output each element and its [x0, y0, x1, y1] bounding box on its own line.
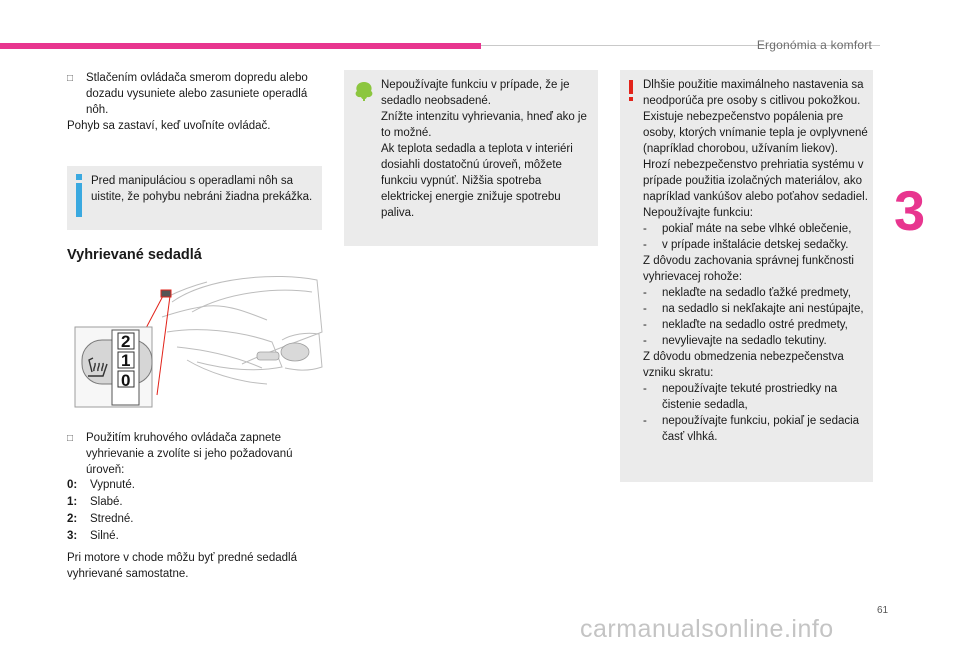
header-accent-bar — [0, 43, 481, 49]
bullet-marker-icon: □ — [67, 433, 74, 444]
watermark-text: carmanualsonline.info — [580, 615, 834, 643]
warning-mid: Z dôvodu zachovania správnej funkčnosti vyhrievacej rohože: — [643, 255, 854, 283]
bullet-marker-icon: □ — [67, 73, 74, 84]
section-heading: Vyhrievané sedadlá — [67, 247, 202, 263]
dial-digit-2: 2 — [121, 332, 131, 351]
warning-mid2: Z dôvodu obmedzenia nebezpečenstva vzniku skratu: — [643, 351, 844, 379]
warning-intro: Dlhšie použitie maximálneho nastavenia sa neodporúča pre osoby s citlivou pokožkou. Existuje nebezpečenstvo popálenia pre osoby, ktorých vnímanie tepla je ovplyvnené (napríklad chorobou, užívaním liekov). Hrozí nebezpečenstvo prehriatia systému v prípade použitia izolačných materiálov, ako napríklad vankúšov alebo poťahov sedadiel. Nepoužívajte funkciu: — [643, 79, 868, 219]
paragraph-engine: Pri motore v chode môžu byť predné sedadlá vyhrievané samostatne. — [67, 552, 297, 580]
bullet-text: Použitím kruhového ovládača zapnete vyhrievanie a zvolíte si jeho požadovanú úroveň: — [86, 432, 293, 476]
warning-content — [643, 77, 871, 445]
eco-text: Nepoužívajte funkciu v prípade, že je sedadlo neobsadené. Znížte intenzitu vyhrievania, hneď ako je to možné. Ak teplota sedadla a teplota v interiéri dosiahli dostatočnú úroveň, môžete funkciu vypnúť. Nižšia spotreba elektrickej energie znižuje spotrebu paliva. — [381, 79, 587, 219]
level-0: 0: Vypnuté. — [67, 479, 135, 491]
level-1: 1: Slabé. — [67, 496, 123, 508]
bullet-dial — [67, 430, 325, 478]
list-item: - nepoužívajte tekuté prostriedky na čistenie sedadla, — [643, 383, 838, 411]
section-title: Ergonómia a komfort — [756, 38, 872, 52]
list-item: - nepoužívajte funkciu, pokiaľ je sedacia časť vlhká. — [643, 415, 860, 443]
level-2: 2: Stredné. — [67, 513, 134, 525]
warning-icon — [627, 80, 635, 102]
warning-box — [620, 70, 873, 482]
list-item: - pokiaľ máte na sebe vlhké oblečenie, — [643, 223, 852, 235]
chapter-number: 3 — [894, 179, 926, 242]
list-item: - neklaďte na sedadlo ťažké predmety, — [643, 287, 851, 299]
dial-digit-1: 1 — [121, 351, 131, 370]
page-number: 61 — [877, 605, 889, 616]
info-box — [67, 166, 322, 230]
level-3: 3: Silné. — [67, 530, 119, 542]
bullet-legrest — [67, 70, 325, 118]
info-icon — [75, 174, 83, 222]
heated-seat-illustration — [67, 272, 327, 417]
list-item: - nevylievajte na sedadlo tekutiny. — [643, 335, 827, 347]
dial-digit-0: 0 — [121, 371, 131, 390]
list-item: - na sedadlo si nekľakajte ani nestúpajte, — [643, 303, 864, 315]
list-item: - v prípade inštalácie detskej sedačky. — [643, 239, 849, 251]
eco-leaf-icon — [353, 80, 375, 102]
list-item: - neklaďte na sedadlo ostré predmety, — [643, 319, 848, 331]
paragraph: Pohyb sa zastaví, keď uvoľníte ovládač. — [67, 120, 271, 132]
info-text: Pred manipuláciou s operadlami nôh sa uistite, že pohybu nebráni žiadna prekážka. — [91, 175, 313, 203]
bullet-text: Stlačením ovládača smerom dopredu alebo dozadu vysuniete alebo zasuniete operadlá nôh. — [86, 72, 308, 116]
eco-box — [344, 70, 598, 246]
